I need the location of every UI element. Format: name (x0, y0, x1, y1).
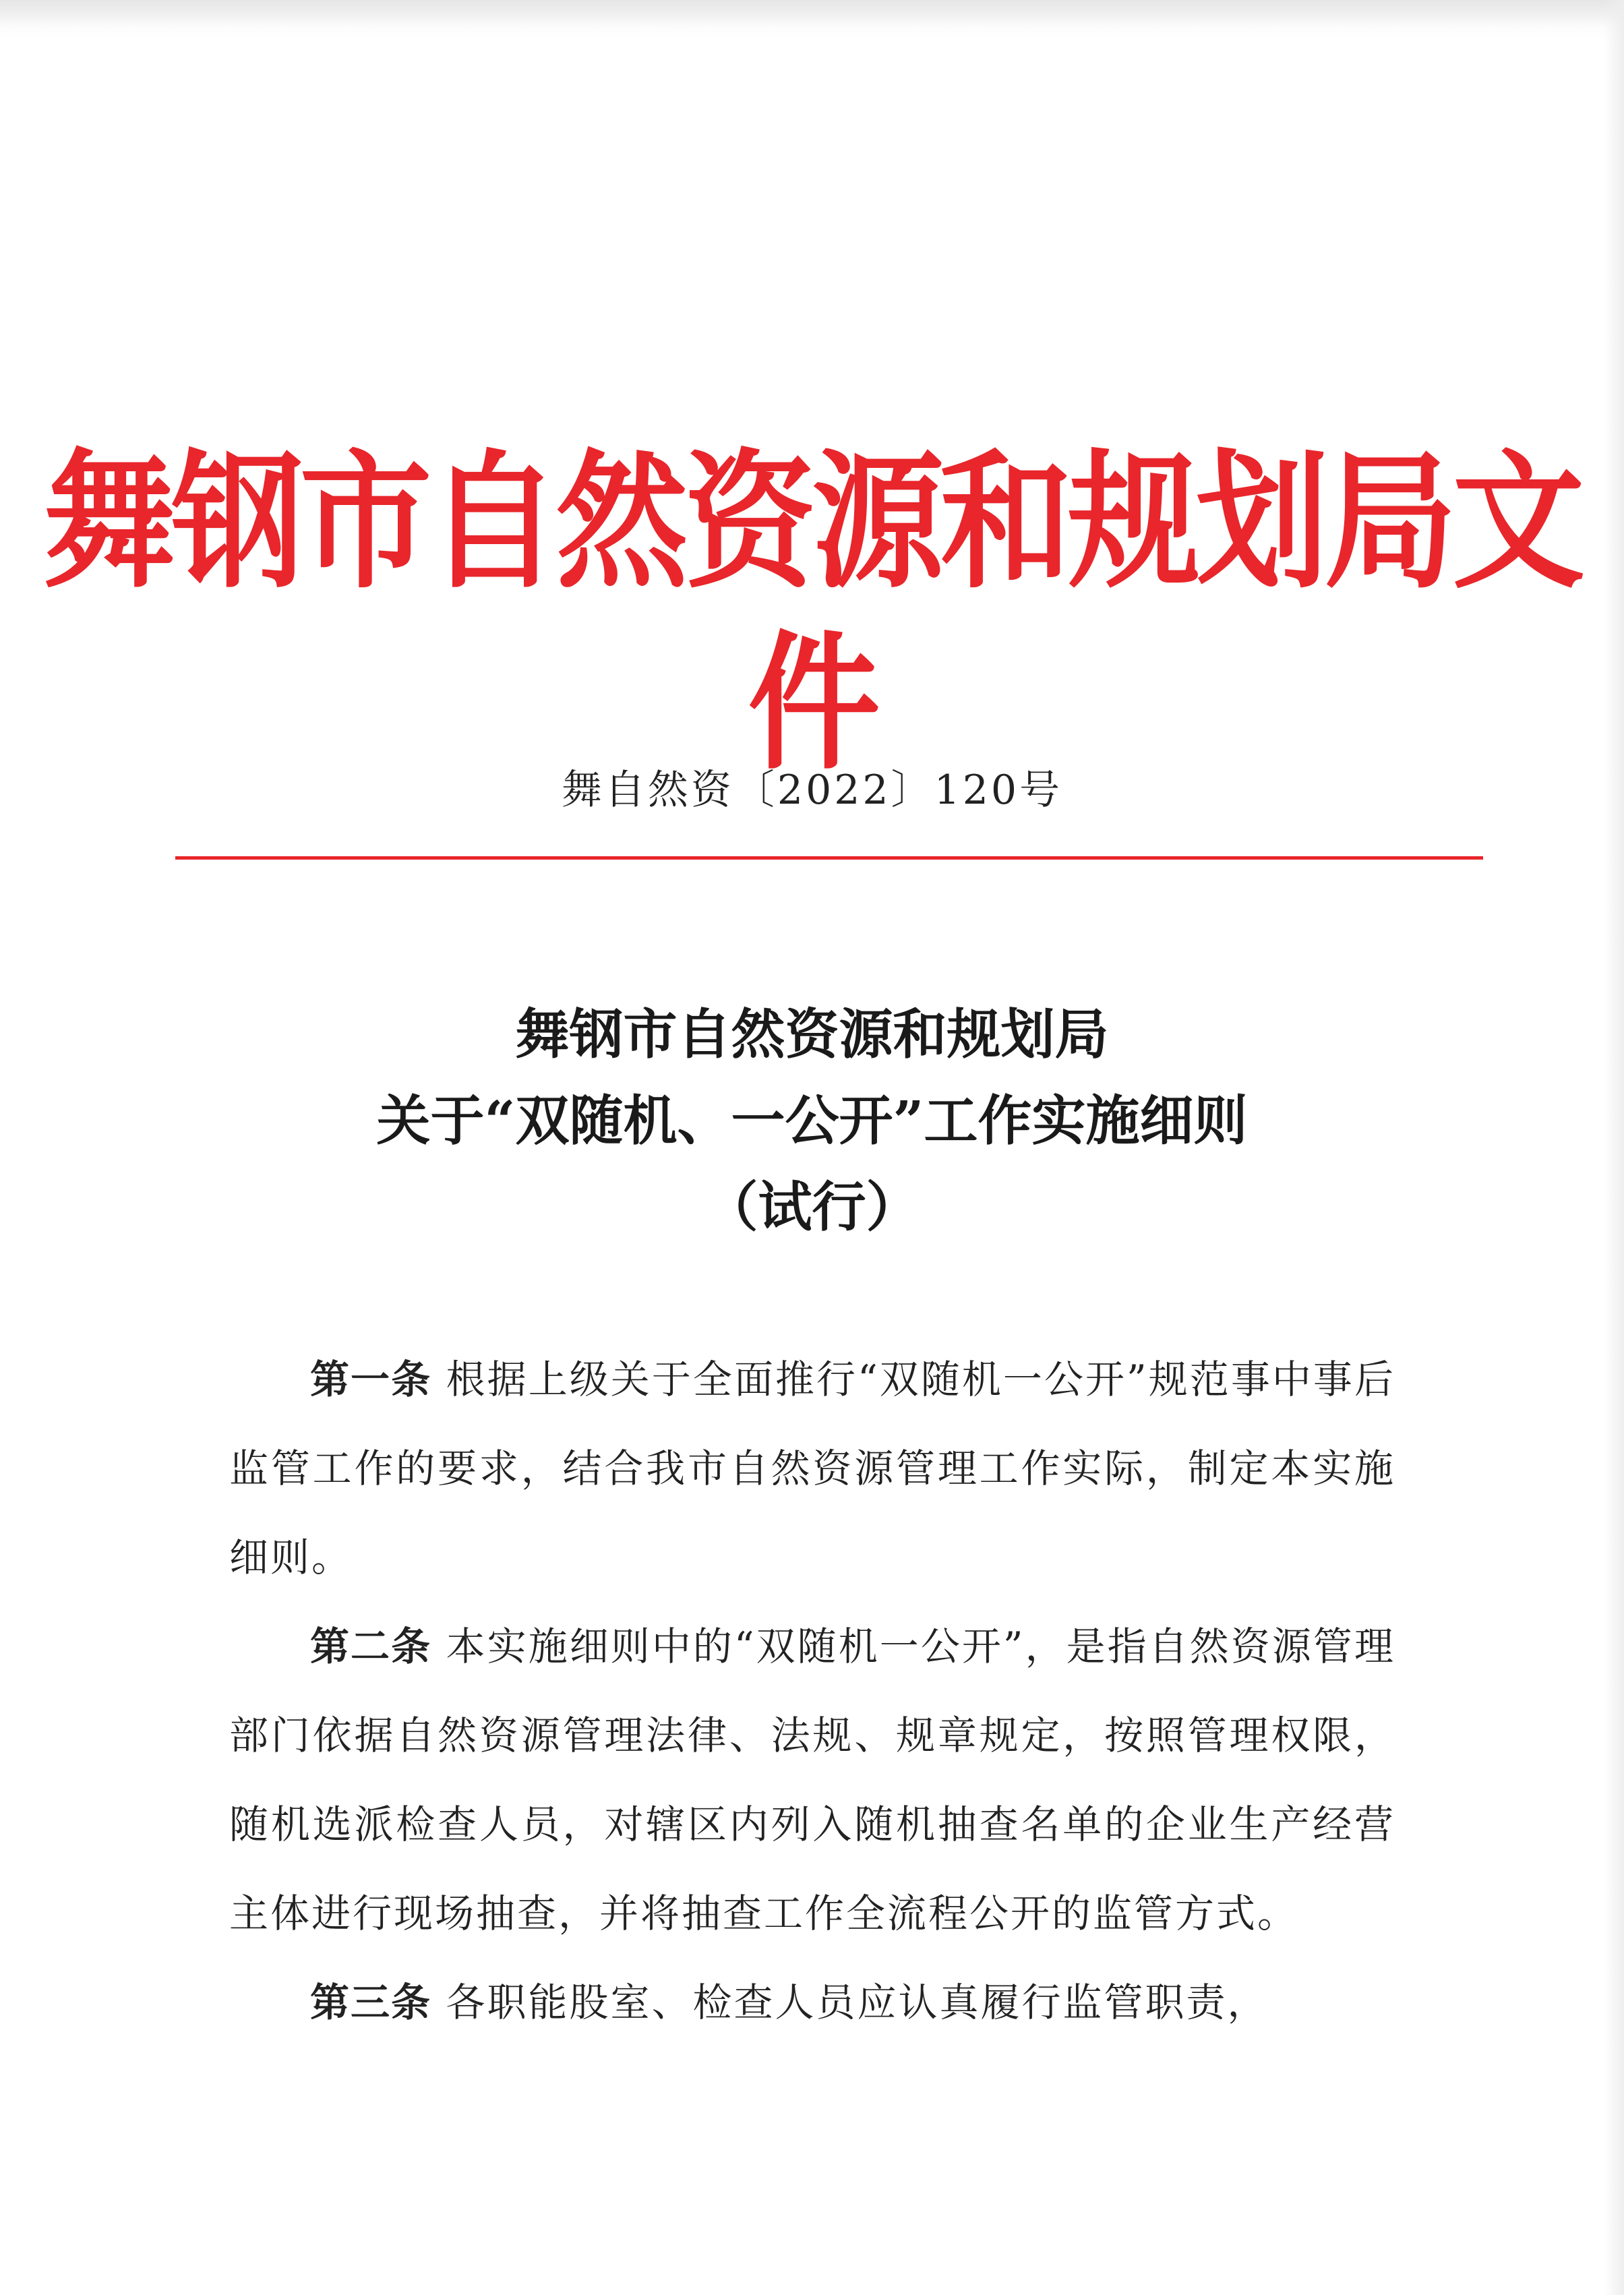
article-1 (229, 1335, 1395, 1602)
title-line-3: （试行） (704, 1175, 920, 1239)
document-number: 舞自然资〔2022〕120号 (561, 767, 1063, 814)
red-divider-line (175, 856, 1483, 860)
article-2-text: 本实施细则中的“双随机一公开”，是指自然资源管理部门依据自然资源管理法律、法规、规章规定，按照管理权限，随机选派检查人员，对辖区内列入随机抽查名单的企业生产经营主体进行现场抽查，并将抽查工作全流程公开的监管方式。 (229, 1623, 1395, 1936)
article-2 (229, 1602, 1395, 1958)
article-3 (229, 1958, 1395, 2047)
document-body (229, 1335, 1395, 2047)
scan-shadow-top (0, 0, 1624, 27)
article-2-label: 第二条 (310, 1623, 432, 1669)
article-1-label: 第一条 (310, 1357, 432, 1402)
article-1-text: 根据上级关于全面推行“双随机一公开”规范事中事后监管工作的要求，结合我市自然资源管理工作实际，制定本实施细则。 (229, 1357, 1395, 1580)
red-header-title: 舞钢市自然资源和规划局文件 (43, 435, 1581, 790)
title-line-2: 关于“双随机、一公开”工作实施细则 (376, 1089, 1248, 1152)
article-3-label: 第三条 (310, 1979, 432, 2025)
title-line-1: 舞钢市自然资源和规划局 (515, 1003, 1109, 1066)
document-title (0, 991, 1624, 1250)
article-3-text: 各职能股室、检查人员应认真履行监管职责， (431, 1979, 1269, 2025)
